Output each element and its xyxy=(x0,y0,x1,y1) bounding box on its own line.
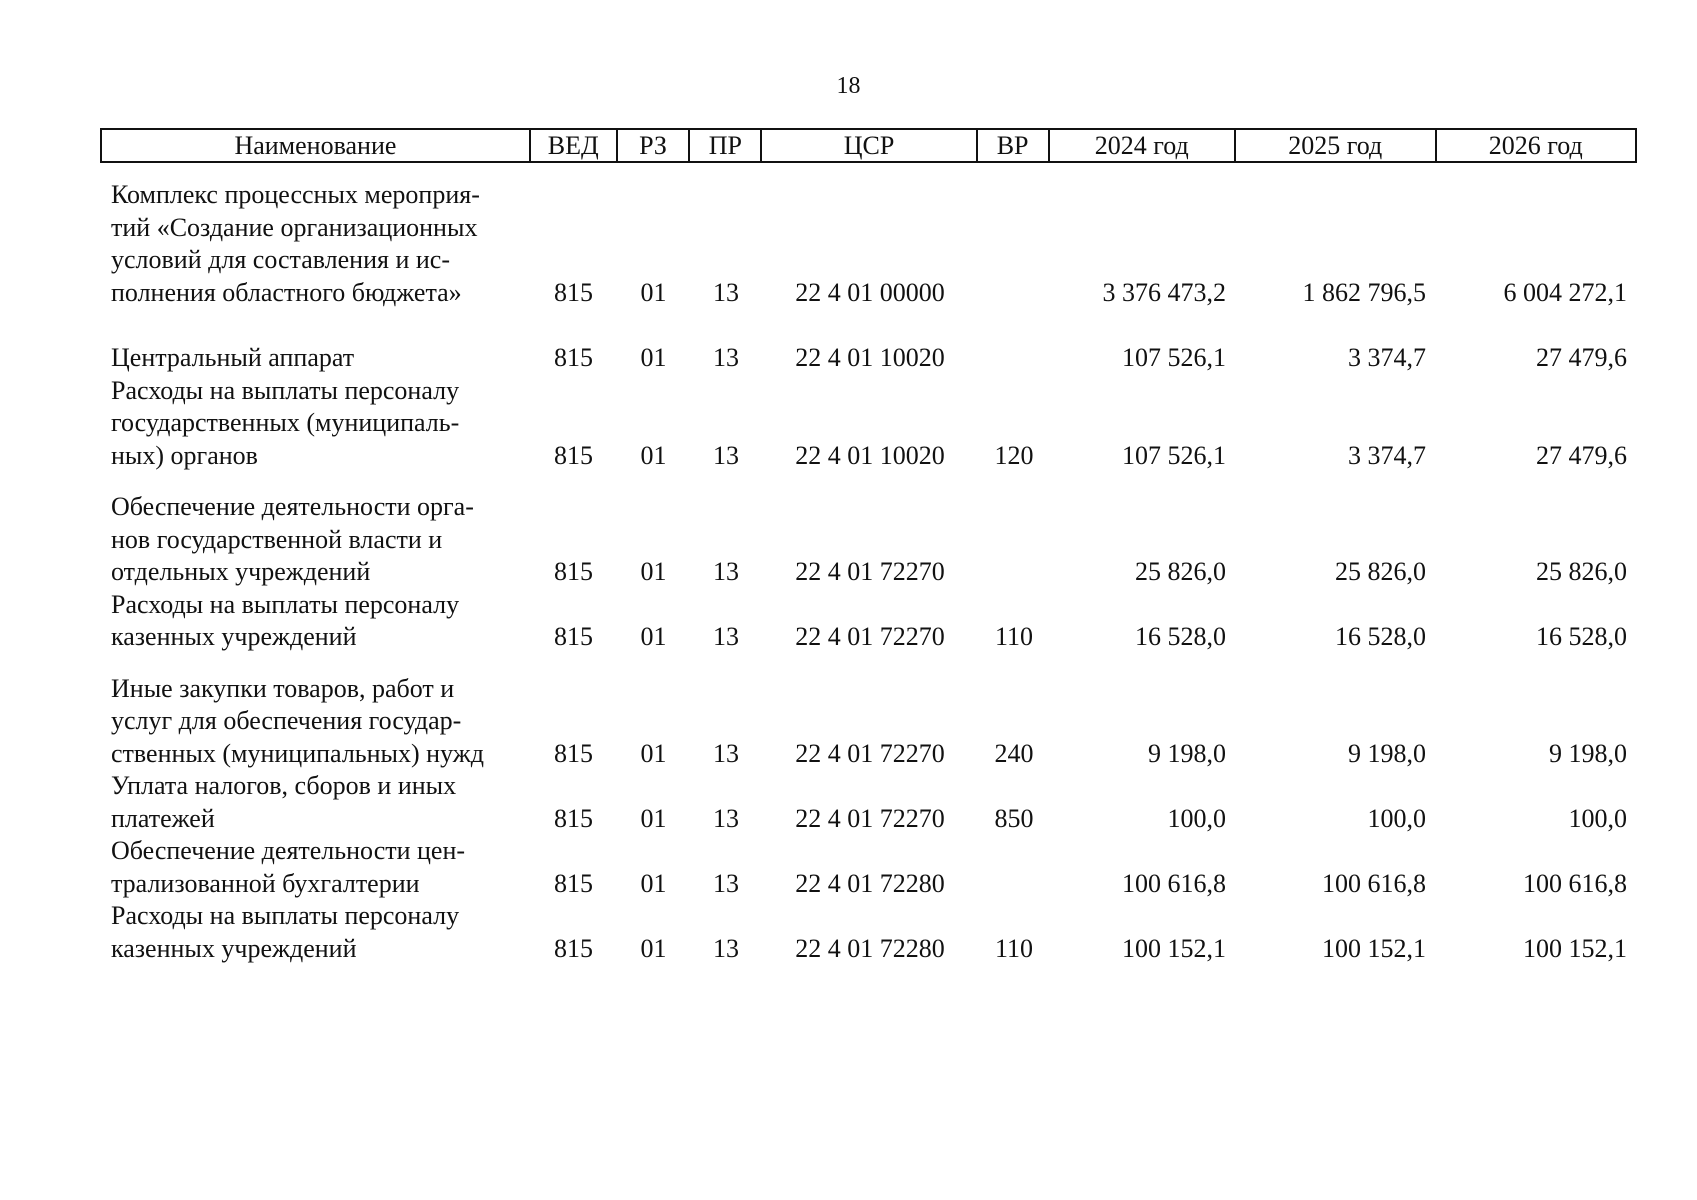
table-header xyxy=(100,128,1637,163)
cell-year-2025: 3 374,7 xyxy=(1348,440,1426,470)
cell-name-line: Центральный аппарат xyxy=(111,343,355,372)
cell-year-2026: 6 004 272,1 xyxy=(1503,277,1627,307)
cell-ved: 815 xyxy=(554,557,593,586)
cell-name-line: государственных (муниципаль- xyxy=(111,408,460,437)
cell-rz: 01 xyxy=(640,622,667,651)
cell-year-2025: 100,0 xyxy=(1367,803,1426,833)
cell-year-2024: 9 198,0 xyxy=(1148,738,1226,768)
cell-year-2026: 27 479,6 xyxy=(1536,440,1627,470)
table-row xyxy=(100,835,1637,900)
header-year-2026: 2026 год xyxy=(1488,130,1583,160)
cell-ved: 815 xyxy=(554,868,593,898)
cell-name-line: Уплата налогов, сборов и иных xyxy=(111,771,457,800)
table-body xyxy=(100,165,1637,965)
cell-name xyxy=(100,179,530,309)
cell-rz: 01 xyxy=(640,868,667,898)
cell-ved: 815 xyxy=(554,738,593,768)
cell-ved: 815 xyxy=(554,440,593,470)
cell-pr: 13 xyxy=(713,803,739,833)
cell-name-line: Обеспечение деятельности цен- xyxy=(111,836,466,865)
table-row xyxy=(100,589,1637,654)
cell-year-2024: 100 152,1 xyxy=(1122,933,1226,963)
table-row xyxy=(100,673,1637,771)
header-rz: РЗ xyxy=(618,130,691,161)
cell-rz: 01 xyxy=(640,738,667,768)
cell-csr: 22 4 01 00000 xyxy=(795,277,945,307)
cell-name-line: нов государственной власти и xyxy=(111,524,443,554)
cell-name-line: Расходы на выплаты персоналу xyxy=(111,901,460,930)
cell-year-2024: 100 616,8 xyxy=(1122,868,1226,898)
cell-name-line: тий «Создание организационных xyxy=(111,212,478,242)
cell-rz: 01 xyxy=(640,343,667,372)
cell-rz: 01 xyxy=(640,933,667,963)
cell-year-2025: 25 826,0 xyxy=(1335,557,1426,586)
cell-csr: 22 4 01 10020 xyxy=(795,440,945,470)
cell-name-line: ных) органов xyxy=(111,440,258,470)
cell-year-2024: 107 526,1 xyxy=(1122,343,1226,372)
cell-rz: 01 xyxy=(640,277,667,307)
cell-name xyxy=(100,375,530,473)
cell-name-line: услуг для обеспечения государ- xyxy=(111,706,462,735)
cell-year-2026: 9 198,0 xyxy=(1549,738,1627,768)
cell-pr: 13 xyxy=(713,622,739,651)
cell-name xyxy=(100,835,530,900)
cell-name-line: трализованной бухгалтерии xyxy=(111,868,420,898)
page-number: 18 xyxy=(836,73,861,99)
cell-name-line: Иные закупки товаров, работ и xyxy=(111,673,455,703)
cell-name xyxy=(100,589,530,654)
cell-year-2025: 100 616,8 xyxy=(1322,868,1426,898)
header-year-2025: 2025 год xyxy=(1236,130,1436,161)
cell-pr: 13 xyxy=(713,738,739,768)
table-row xyxy=(100,491,1637,589)
cell-year-2026: 16 528,0 xyxy=(1536,622,1627,651)
cell-year-2024: 16 528,0 xyxy=(1135,622,1226,651)
cell-vr: 110 xyxy=(994,622,1034,651)
cell-pr: 13 xyxy=(713,933,739,963)
cell-name-line: Комплекс процессных мероприя- xyxy=(111,180,480,209)
cell-vr: 850 xyxy=(994,803,1034,833)
cell-name-line: казенных учреждений xyxy=(111,933,357,963)
header-vr: ВР xyxy=(978,130,1050,161)
cell-name-line: Обеспечение деятельности орга- xyxy=(111,492,474,521)
cell-rz: 01 xyxy=(640,440,667,470)
cell-name xyxy=(100,900,530,965)
cell-ved: 815 xyxy=(554,803,593,833)
cell-name-line: отдельных учреждений xyxy=(111,557,371,586)
cell-name-line: полнения областного бюджета» xyxy=(111,277,462,307)
cell-pr: 13 xyxy=(713,557,739,586)
cell-name-line: платежей xyxy=(111,803,215,833)
cell-pr: 13 xyxy=(713,868,739,898)
cell-name xyxy=(100,342,530,375)
cell-name xyxy=(100,770,530,835)
cell-year-2025: 100 152,1 xyxy=(1322,933,1426,963)
table-row xyxy=(100,375,1637,473)
header-csr: ЦСР xyxy=(762,130,977,161)
header-year-2024: 2024 год xyxy=(1050,130,1237,161)
table-row xyxy=(100,179,1637,309)
cell-pr: 13 xyxy=(713,440,739,470)
cell-vr: 120 xyxy=(994,440,1034,470)
cell-name-line: Расходы на выплаты персоналу xyxy=(111,589,460,619)
cell-csr: 22 4 01 72270 xyxy=(795,557,945,586)
cell-year-2026: 100 152,1 xyxy=(1523,933,1627,963)
cell-name-line: казенных учреждений xyxy=(111,622,357,651)
table-row xyxy=(100,900,1637,965)
cell-vr: 110 xyxy=(994,933,1034,963)
cell-vr: 240 xyxy=(994,738,1034,768)
cell-name-line: условий для составления и ис- xyxy=(111,245,450,274)
table-row xyxy=(100,770,1637,835)
cell-rz: 01 xyxy=(640,803,667,833)
cell-pr: 13 xyxy=(713,343,739,372)
cell-name-line: Расходы на выплаты персоналу xyxy=(111,375,460,405)
cell-ved: 815 xyxy=(554,343,593,372)
cell-name xyxy=(100,673,530,771)
cell-name-line: ственных (муниципальных) нужд xyxy=(111,738,484,768)
cell-year-2026: 100 616,8 xyxy=(1523,868,1627,898)
cell-csr: 22 4 01 10020 xyxy=(795,343,945,372)
cell-ved: 815 xyxy=(554,277,593,307)
cell-csr: 22 4 01 72270 xyxy=(795,738,945,768)
cell-year-2025: 16 528,0 xyxy=(1335,622,1426,651)
cell-year-2026: 27 479,6 xyxy=(1536,343,1627,372)
cell-pr: 13 xyxy=(713,277,739,307)
cell-year-2025: 9 198,0 xyxy=(1348,738,1426,768)
cell-year-2024: 100,0 xyxy=(1167,803,1226,833)
cell-rz: 01 xyxy=(640,557,667,586)
cell-ved: 815 xyxy=(554,933,593,963)
cell-name xyxy=(100,491,530,589)
cell-year-2024: 25 826,0 xyxy=(1135,557,1226,586)
header-name: Наименование xyxy=(102,130,531,161)
header-ved: ВЕД xyxy=(531,130,618,161)
cell-csr: 22 4 01 72270 xyxy=(795,622,945,651)
cell-year-2026: 25 826,0 xyxy=(1536,557,1627,586)
cell-csr: 22 4 01 72280 xyxy=(795,868,945,898)
cell-year-2024: 107 526,1 xyxy=(1122,440,1226,470)
cell-csr: 22 4 01 72270 xyxy=(795,803,945,833)
cell-year-2025: 1 862 796,5 xyxy=(1302,277,1426,307)
cell-year-2024: 3 376 473,2 xyxy=(1102,277,1226,307)
cell-year-2026: 100,0 xyxy=(1568,803,1627,833)
table-row xyxy=(100,342,1637,375)
cell-ved: 815 xyxy=(554,622,593,651)
cell-csr: 22 4 01 72280 xyxy=(795,933,945,963)
cell-year-2025: 3 374,7 xyxy=(1348,343,1426,372)
header-pr: ПР xyxy=(690,130,762,161)
